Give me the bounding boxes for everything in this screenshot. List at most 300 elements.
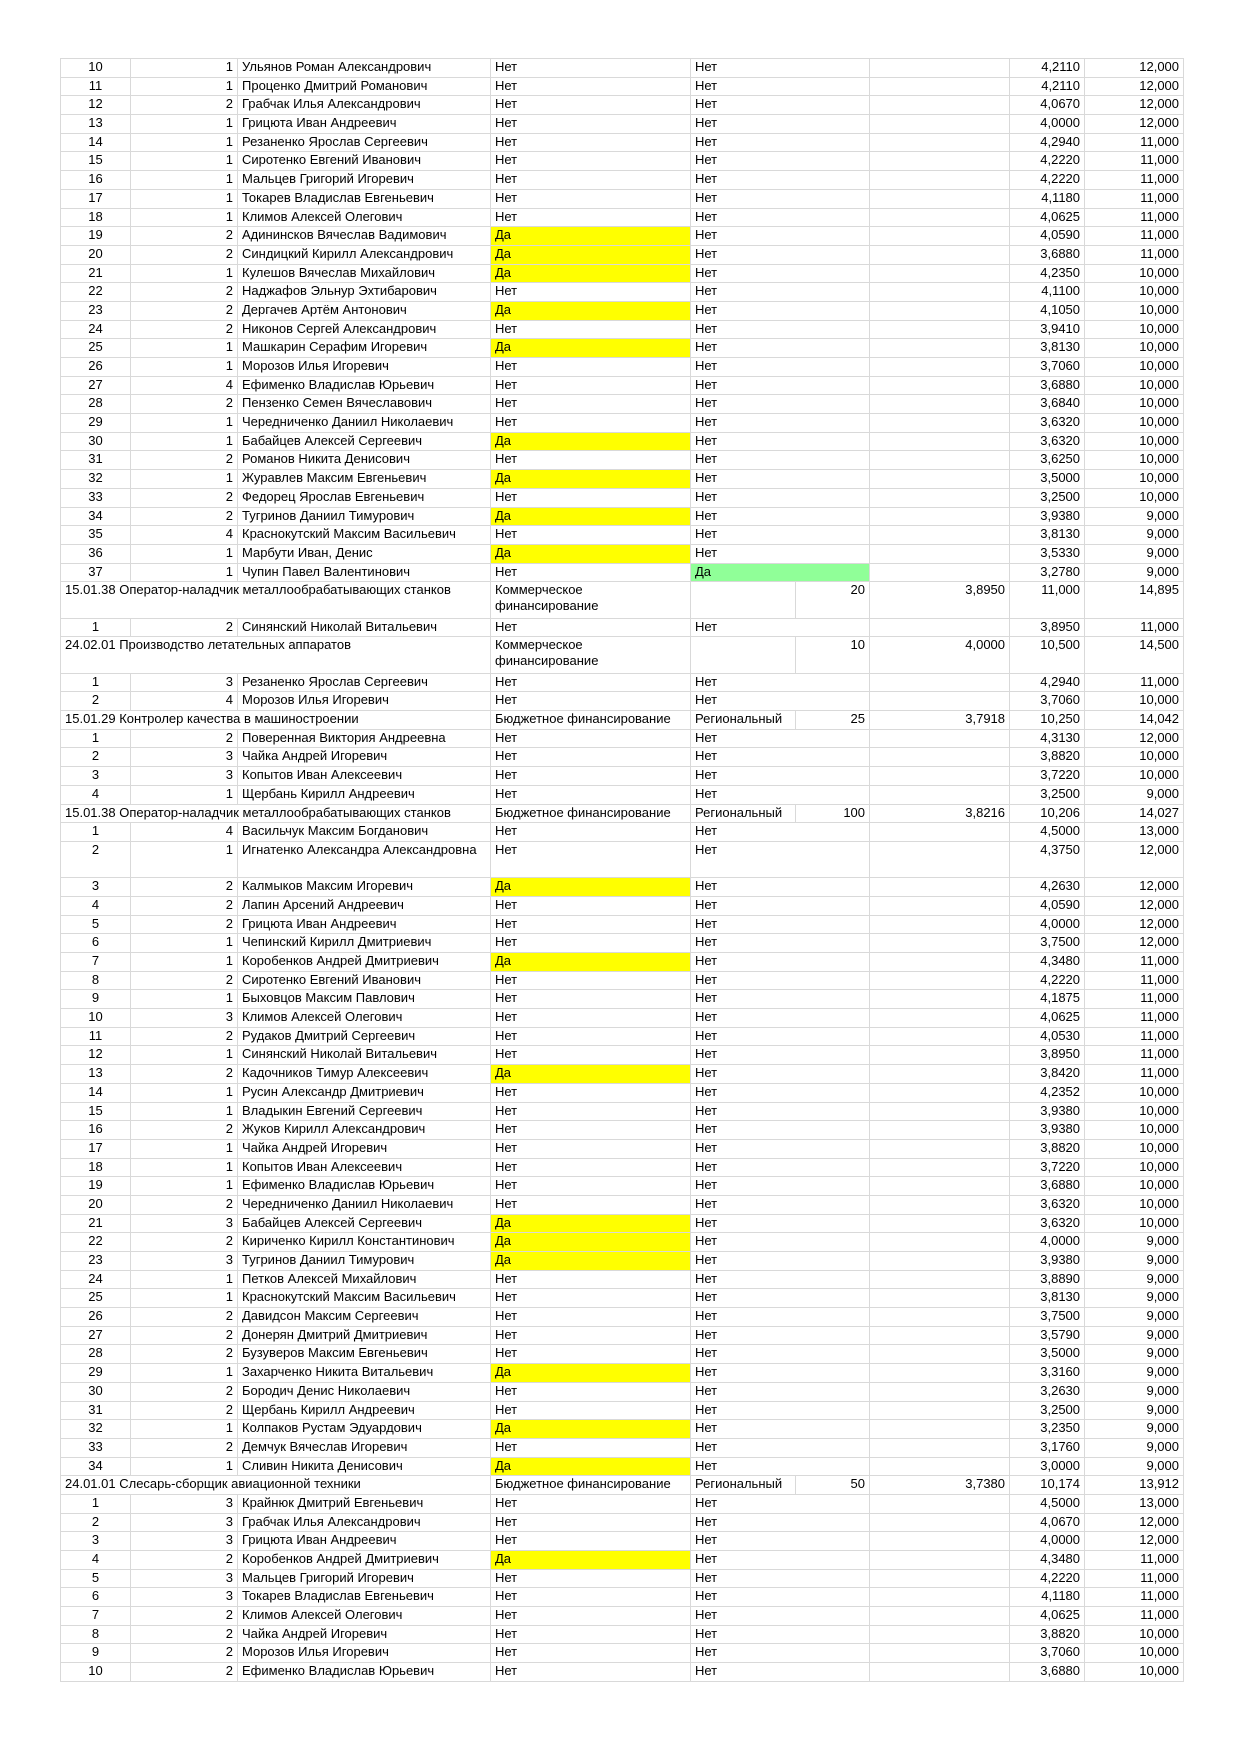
consent-flag: Нет [691,673,870,692]
table-row [61,1177,1184,1196]
gpa-score: 3,8890 [1010,1270,1085,1289]
original-docs-flag: Нет [491,77,691,96]
gpa-score: 3,6320 [1010,432,1085,451]
gpa-score: 3,2780 [1010,563,1085,582]
priority: 1 [131,1457,238,1476]
extra-score: 9,000 [1085,1270,1184,1289]
priority: 1 [131,77,238,96]
table-row [61,1308,1184,1327]
gpa-score: 4,3480 [1010,953,1085,972]
applicant-name: Поверенная Виктория Андреевна [238,729,491,748]
empty-cell [870,915,1010,934]
extra-score: 12,000 [1085,1513,1184,1532]
original-docs-flag: Да [491,245,691,264]
empty-cell [870,1308,1010,1327]
gpa-score: 3,2630 [1010,1382,1085,1401]
priority: 3 [131,748,238,767]
row-number: 1 [61,1494,131,1513]
original-docs-flag: Нет [491,673,691,692]
table-row [61,563,1184,582]
original-docs-flag: Нет [491,1513,691,1532]
consent-flag: Нет [691,1046,870,1065]
funding-level: Региональный [691,1476,796,1495]
applicant-name: Дергачев Артём Антонович [238,301,491,320]
table-row [61,1233,1184,1252]
row-number: 2 [61,841,131,877]
extra-score: 10,000 [1085,451,1184,470]
table-row [61,1401,1184,1420]
table-row [61,1382,1184,1401]
table-row [61,208,1184,227]
empty-cell [870,301,1010,320]
priority: 2 [131,878,238,897]
applicant-name: Сиротенко Евгений Иванович [238,152,491,171]
empty-cell [870,189,1010,208]
empty-cell [870,1326,1010,1345]
applicant-name: Мальцев Григорий Игоревич [238,171,491,190]
extra-score: 9,000 [1085,1289,1184,1308]
empty-cell [870,1121,1010,1140]
gpa-score: 3,8950 [1010,1046,1085,1065]
applicant-name: Ульянов Роман Александрович [238,59,491,78]
row-number: 20 [61,1195,131,1214]
applicant-name: Рудаков Дмитрий Сергеевич [238,1027,491,1046]
table-row [61,1494,1184,1513]
empty-cell [870,152,1010,171]
consent-flag: Нет [691,77,870,96]
avg-extra-score: 10,500 [1010,637,1085,673]
row-number: 3 [61,1532,131,1551]
extra-score: 9,000 [1085,507,1184,526]
gpa-score: 4,2630 [1010,878,1085,897]
applicant-name: Донерян Дмитрий Дмитриевич [238,1326,491,1345]
applicant-name: Морозов Илья Игоревич [238,1644,491,1663]
empty-cell [870,990,1010,1009]
extra-score: 9,000 [1085,1326,1184,1345]
table-row [61,841,1184,877]
priority: 1 [131,841,238,877]
priority: 3 [131,1569,238,1588]
priority: 4 [131,692,238,711]
places-count: 20 [796,582,870,618]
gpa-score: 4,2352 [1010,1083,1085,1102]
applicant-name: Никонов Сергей Александрович [238,320,491,339]
row-number: 32 [61,470,131,489]
consent-flag: Нет [691,283,870,302]
original-docs-flag: Нет [491,1195,691,1214]
applicant-name: Щербань Кирилл Андреевич [238,785,491,804]
priority: 1 [131,133,238,152]
original-docs-flag: Нет [491,1121,691,1140]
avg-total-score: 14,027 [1085,804,1184,823]
empty-cell [870,1532,1010,1551]
row-number: 10 [61,1009,131,1028]
consent-flag: Нет [691,1195,870,1214]
extra-score: 11,000 [1085,189,1184,208]
applicant-name: Коробенков Андрей Дмитриевич [238,953,491,972]
row-number: 27 [61,1326,131,1345]
row-number: 8 [61,971,131,990]
consent-flag: Нет [691,115,870,134]
original-docs-flag: Нет [491,1308,691,1327]
extra-score: 9,000 [1085,1457,1184,1476]
table-row [61,264,1184,283]
priority: 2 [131,1644,238,1663]
original-docs-flag: Нет [491,1644,691,1663]
empty-cell [870,339,1010,358]
priority: 2 [131,729,238,748]
gpa-score: 3,7060 [1010,1644,1085,1663]
applicant-name: Крайнюк Дмитрий Евгеньевич [238,1494,491,1513]
original-docs-flag: Нет [491,841,691,877]
table-row [61,245,1184,264]
program-header-row [61,711,1184,730]
gpa-score: 3,9380 [1010,1121,1085,1140]
gpa-score: 3,8130 [1010,526,1085,545]
applicant-name: Мальцев Григорий Игоревич [238,1569,491,1588]
gpa-score: 3,7220 [1010,767,1085,786]
row-number: 12 [61,96,131,115]
extra-score: 10,000 [1085,414,1184,433]
empty-cell [870,618,1010,637]
extra-score: 10,000 [1085,1195,1184,1214]
table-row [61,1252,1184,1271]
consent-flag: Нет [691,1532,870,1551]
empty-cell [870,1102,1010,1121]
table-row [61,953,1184,972]
original-docs-flag: Нет [491,152,691,171]
empty-cell [870,1382,1010,1401]
program-title: 15.01.38 Оператор-наладчик металлообрабатывающих станков [61,582,491,618]
consent-flag: Нет [691,376,870,395]
priority: 2 [131,1625,238,1644]
empty-cell [870,414,1010,433]
original-docs-flag: Нет [491,618,691,637]
original-docs-flag: Нет [491,1177,691,1196]
applicant-name: Краснокутский Максим Васильевич [238,1289,491,1308]
gpa-score: 4,0590 [1010,896,1085,915]
empty-cell [870,133,1010,152]
row-number: 14 [61,1083,131,1102]
funding-type: Бюджетное финансирование [491,711,691,730]
table-row [61,526,1184,545]
original-docs-flag: Нет [491,451,691,470]
original-docs-flag: Нет [491,376,691,395]
extra-score: 9,000 [1085,1345,1184,1364]
row-number: 30 [61,432,131,451]
table-row [61,358,1184,377]
extra-score: 10,000 [1085,1158,1184,1177]
extra-score: 11,000 [1085,618,1184,637]
avg-total-score: 14,895 [1085,582,1184,618]
extra-score: 11,000 [1085,971,1184,990]
consent-flag: Нет [691,1083,870,1102]
original-docs-flag: Да [491,470,691,489]
priority: 1 [131,358,238,377]
empty-cell [870,563,1010,582]
row-number: 5 [61,1569,131,1588]
row-number: 36 [61,544,131,563]
table-row [61,1083,1184,1102]
original-docs-flag: Нет [491,1625,691,1644]
applicant-name: Сиротенко Евгений Иванович [238,971,491,990]
funding-type: Бюджетное финансирование [491,1476,691,1495]
original-docs-flag: Нет [491,1046,691,1065]
empty-cell [870,785,1010,804]
table-row [61,171,1184,190]
empty-cell [870,1289,1010,1308]
avg-score: 3,8950 [870,582,1010,618]
extra-score: 9,000 [1085,1233,1184,1252]
original-docs-flag: Нет [491,414,691,433]
empty-cell [870,1420,1010,1439]
row-number: 17 [61,189,131,208]
row-number: 5 [61,915,131,934]
consent-flag: Нет [691,1289,870,1308]
extra-score: 9,000 [1085,1382,1184,1401]
consent-flag: Нет [691,227,870,246]
applicant-name: Синянский Николай Витальевич [238,618,491,637]
applicant-name: Грицюта Иван Андреевич [238,1532,491,1551]
row-number: 29 [61,414,131,433]
avg-extra-score: 10,174 [1010,1476,1085,1495]
consent-flag: Нет [691,1345,870,1364]
original-docs-flag: Нет [491,896,691,915]
empty-cell [870,1588,1010,1607]
priority: 1 [131,171,238,190]
applicant-name: Русин Александр Дмитриевич [238,1083,491,1102]
row-number: 13 [61,115,131,134]
table-row [61,1214,1184,1233]
priority: 1 [131,1364,238,1383]
gpa-score: 4,2110 [1010,77,1085,96]
table-row [61,152,1184,171]
gpa-score: 4,2220 [1010,1569,1085,1588]
consent-flag: Нет [691,618,870,637]
applicant-name: Давидсон Максим Сергеевич [238,1308,491,1327]
applicant-name: Ефименко Владислав Юрьевич [238,1177,491,1196]
row-number: 33 [61,1438,131,1457]
avg-score: 3,7918 [870,711,1010,730]
consent-flag: Нет [691,692,870,711]
original-docs-flag: Нет [491,1345,691,1364]
priority: 2 [131,245,238,264]
original-docs-flag: Нет [491,1382,691,1401]
original-docs-flag: Да [491,507,691,526]
consent-flag: Нет [691,1551,870,1570]
table-row [61,1065,1184,1084]
applicant-name: Коробенков Андрей Дмитриевич [238,1551,491,1570]
original-docs-flag: Нет [491,189,691,208]
extra-score: 11,000 [1085,1551,1184,1570]
priority: 1 [131,1102,238,1121]
row-number: 11 [61,1027,131,1046]
row-number: 7 [61,1607,131,1626]
original-docs-flag: Нет [491,934,691,953]
consent-flag: Нет [691,301,870,320]
consent-flag: Нет [691,1438,870,1457]
table-row [61,785,1184,804]
empty-cell [870,934,1010,953]
table-row [61,1588,1184,1607]
gpa-score: 4,1875 [1010,990,1085,1009]
consent-flag: Нет [691,152,870,171]
empty-cell [870,526,1010,545]
priority: 2 [131,1663,238,1682]
empty-cell [870,1009,1010,1028]
row-number: 34 [61,507,131,526]
row-number: 7 [61,953,131,972]
row-number: 15 [61,152,131,171]
gpa-score: 4,2940 [1010,673,1085,692]
applicant-name: Кадочников Тимур Алексеевич [238,1065,491,1084]
gpa-score: 4,0000 [1010,915,1085,934]
priority: 2 [131,488,238,507]
table-row [61,59,1184,78]
gpa-score: 4,0625 [1010,1607,1085,1626]
priority: 1 [131,785,238,804]
applicant-name: Ефименко Владислав Юрьевич [238,376,491,395]
applicant-name: Резаненко Ярослав Сергеевич [238,133,491,152]
funding-level [691,582,796,618]
row-number: 33 [61,488,131,507]
priority: 2 [131,1345,238,1364]
row-number: 18 [61,208,131,227]
funding-level: Региональный [691,804,796,823]
applicant-name: Грабчак Илья Александрович [238,96,491,115]
consent-flag: Нет [691,896,870,915]
original-docs-flag: Нет [491,563,691,582]
priority: 2 [131,915,238,934]
consent-flag: Нет [691,1102,870,1121]
consent-flag: Нет [691,507,870,526]
consent-flag: Нет [691,953,870,972]
consent-flag: Нет [691,59,870,78]
original-docs-flag: Нет [491,1494,691,1513]
table-row [61,301,1184,320]
table-row [61,544,1184,563]
program-header-row [61,637,1184,673]
consent-flag: Нет [691,208,870,227]
applicant-name: Щербань Кирилл Андреевич [238,1401,491,1420]
empty-cell [870,1513,1010,1532]
row-number: 29 [61,1364,131,1383]
gpa-score: 4,3130 [1010,729,1085,748]
gpa-score: 3,6880 [1010,1177,1085,1196]
original-docs-flag: Нет [491,692,691,711]
extra-score: 10,000 [1085,488,1184,507]
row-number: 30 [61,1382,131,1401]
empty-cell [870,544,1010,563]
consent-flag: Нет [691,915,870,934]
row-number: 2 [61,692,131,711]
extra-score: 12,000 [1085,115,1184,134]
gpa-score: 4,0590 [1010,227,1085,246]
applicant-name: Адининсков Вячеслав Вадимович [238,227,491,246]
table-row [61,1027,1184,1046]
priority: 1 [131,339,238,358]
priority: 1 [131,414,238,433]
priority: 1 [131,264,238,283]
priority: 1 [131,1270,238,1289]
applicant-name: Климов Алексей Олегович [238,1607,491,1626]
extra-score: 10,000 [1085,1083,1184,1102]
table-row [61,1195,1184,1214]
empty-cell [870,1177,1010,1196]
original-docs-flag: Да [491,1252,691,1271]
empty-cell [870,264,1010,283]
gpa-score: 4,2350 [1010,264,1085,283]
priority: 2 [131,971,238,990]
table-row [61,934,1184,953]
gpa-score: 4,5000 [1010,823,1085,842]
row-number: 18 [61,1158,131,1177]
row-number: 12 [61,1046,131,1065]
priority: 2 [131,1233,238,1252]
consent-flag: Нет [691,1065,870,1084]
empty-cell [870,470,1010,489]
table-row [61,1009,1184,1028]
priority: 1 [131,953,238,972]
applicant-name: Федорец Ярослав Евгеньевич [238,488,491,507]
row-number: 16 [61,171,131,190]
table-row [61,414,1184,433]
gpa-score: 3,2500 [1010,1401,1085,1420]
consent-flag: Нет [691,990,870,1009]
extra-score: 10,000 [1085,470,1184,489]
original-docs-flag: Нет [491,971,691,990]
extra-score: 10,000 [1085,767,1184,786]
row-number: 3 [61,767,131,786]
row-number: 1 [61,823,131,842]
extra-score: 12,000 [1085,896,1184,915]
original-docs-flag: Нет [491,171,691,190]
applicant-name: Бабайцев Алексей Сергеевич [238,432,491,451]
applicant-name: Бузуверов Максим Евгеньевич [238,1345,491,1364]
consent-flag: Нет [691,1009,870,1028]
extra-score: 11,000 [1085,1607,1184,1626]
priority: 2 [131,227,238,246]
applicant-name: Ефименко Владислав Юрьевич [238,1663,491,1682]
row-number: 1 [61,729,131,748]
extra-score: 9,000 [1085,563,1184,582]
applicant-name: Морозов Илья Игоревич [238,692,491,711]
extra-score: 12,000 [1085,841,1184,877]
original-docs-flag: Нет [491,1083,691,1102]
applicant-name: Демчук Вячеслав Игоревич [238,1438,491,1457]
empty-cell [870,96,1010,115]
consent-flag: Нет [691,1588,870,1607]
empty-cell [870,245,1010,264]
extra-score: 13,000 [1085,1494,1184,1513]
applicant-name: Чередниченко Даниил Николаевич [238,1195,491,1214]
extra-score: 10,000 [1085,283,1184,302]
consent-flag: Да [691,563,870,582]
original-docs-flag: Нет [491,1289,691,1308]
table-row [61,1158,1184,1177]
gpa-score: 3,7220 [1010,1158,1085,1177]
consent-flag: Нет [691,320,870,339]
gpa-score: 4,5000 [1010,1494,1085,1513]
applicant-name: Жуков Кирилл Александрович [238,1121,491,1140]
priority: 2 [131,320,238,339]
table-row [61,1569,1184,1588]
table-row [61,432,1184,451]
consent-flag: Нет [691,878,870,897]
applicant-name: Петков Алексей Михайлович [238,1270,491,1289]
consent-flag: Нет [691,358,870,377]
priority: 1 [131,189,238,208]
